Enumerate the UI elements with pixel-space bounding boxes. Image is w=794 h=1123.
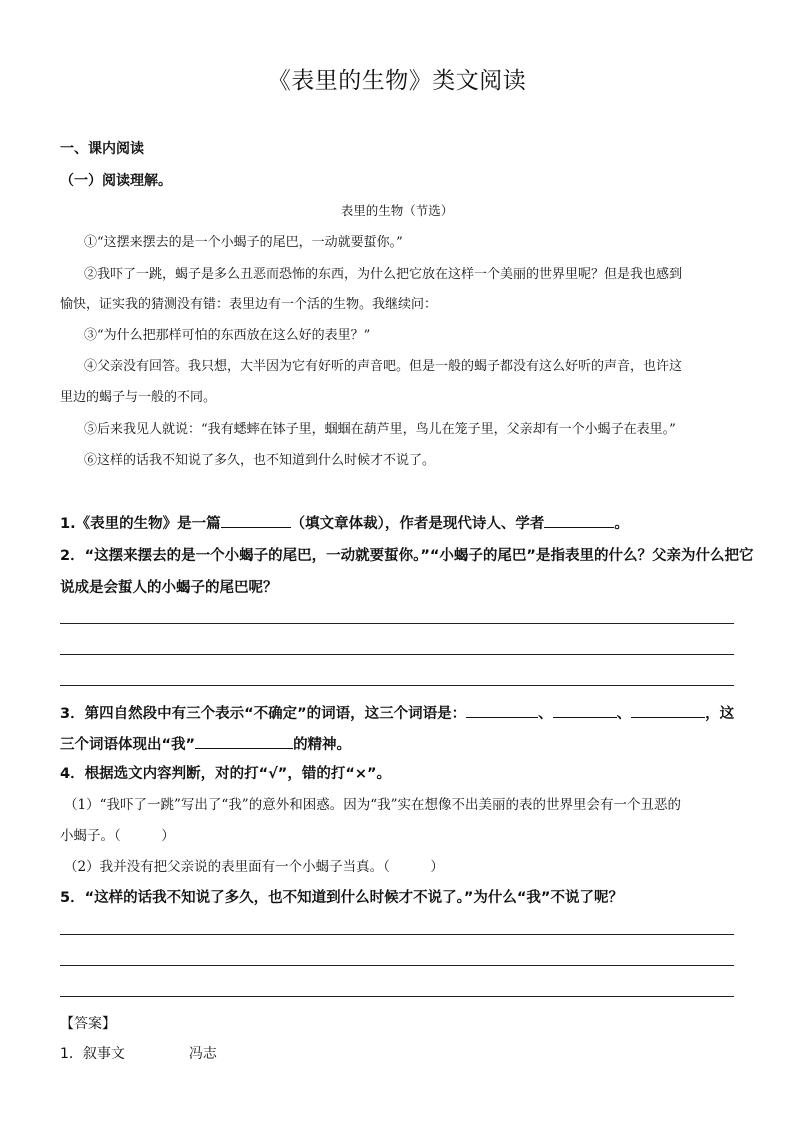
question-3-separator: 、 [616,706,632,722]
answer-line[interactable] [60,623,734,624]
answer-line[interactable] [60,934,734,935]
answer-heading: 【答案】 [60,1016,116,1032]
answer-line[interactable] [60,996,734,997]
section-heading: 一、课内阅读 [60,141,144,157]
passage-title: 表里的生物（节选） [340,203,454,218]
question-3-text-a: 3．第四自然段中有三个表示“不确定”的词语，这三个词语是： [60,706,467,722]
question-1 [60,511,629,536]
page-title: 《表里的生物》类文阅读 [267,68,527,94]
answer-line[interactable] [60,965,734,966]
question-3-blank-3[interactable] [631,701,705,718]
question-4-item-1: （1）“我吓了一跳”写出了“我”的意外和困惑。因为“我”实在想像不出美丽的表的世界里会有一个丑恶的 [64,797,681,813]
passage-paragraph-4: ④父亲没有回答。我只想，大半因为它有好听的声音吧。但是一般的蝎子都没有这么好听的声音，也许这 [84,359,683,374]
passage-paragraph-5: ⑤后来我见人就说：“我有蟋蟀在钵子里，蝈蝈在葫芦里，鸟儿在笼子里，父亲却有一个小蝎子在表里。” [84,422,676,437]
question-1-text-c: 。 [614,516,629,532]
question-2-cont: 说成是会蜇人的小蝎子的尾巴呢？ [60,580,278,596]
question-4-item-2[interactable]: （2）我并没有把父亲说的表里面有一个小蝎子当真。（ ） [64,859,444,875]
passage-paragraph-2-cont: 愉快，证实我的猜测没有错：表里边有一个活的生物。我继续问： [60,297,438,312]
question-3-separator: 、 [538,706,553,722]
question-3-blank-1[interactable] [466,701,538,718]
question-1-blank-genre[interactable] [221,511,291,528]
answer-1-genre: 1．叙事文 [60,1046,125,1062]
question-3-cont [60,732,351,757]
question-3-text-c: 的精神。 [293,737,352,753]
question-3-text-end: ，这 [705,706,735,722]
passage-paragraph-2: ②我吓了一跳，蝎子是多么丑恶而恐怖的东西，为什么把它放在这样一个美丽的世界里呢？但是我也感到 [84,267,683,282]
answer-1 [60,1043,217,1065]
passage-paragraph-3: ③“为什么把那样可怕的东西放在这么好的表里？” [84,328,371,343]
question-4: 4．根据选文内容判断，对的打“√”，错的打“×”。 [60,766,392,782]
answer-line[interactable] [60,654,734,655]
question-3-text-b: 三个词语体现出“我” [60,737,196,753]
subsection-heading: （一）阅读理解。 [60,173,172,189]
question-4-item-1-cont[interactable]: 小蝎子。（ ） [60,828,175,844]
question-3-blank-spirit[interactable] [195,732,293,749]
passage-paragraph-6: ⑥这样的话我不知说了多久，也不知道到什么时候才不说了。 [84,453,436,468]
question-1-text-a: 1.《表里的生物》是一篇 [60,516,221,532]
answer-1-author: 冯志 [188,1046,217,1062]
question-3 [60,701,734,726]
answer-line[interactable] [60,685,734,686]
question-2: 2．“这摆来摆去的是一个小蝎子的尾巴，一动就要蜇你。”“小蝎子的尾巴”是指表里的什么？父亲为什么把它 [60,548,754,564]
passage-paragraph-1: ①“这摆来摆去的是一个小蝎子的尾巴，一动就要蜇你。” [84,235,403,250]
question-5: 5．“这样的话我不知说了多久，也不知道到什么时候才不说了。”为什么“我”不说了呢？ [60,890,623,906]
question-1-blank-author[interactable] [544,511,614,528]
question-1-text-b: （填文章体裁），作者是现代诗人、学者 [290,516,545,532]
passage-paragraph-4-cont: 里边的蝎子与一般的不同。 [60,390,217,405]
question-3-blank-2[interactable] [553,701,617,718]
